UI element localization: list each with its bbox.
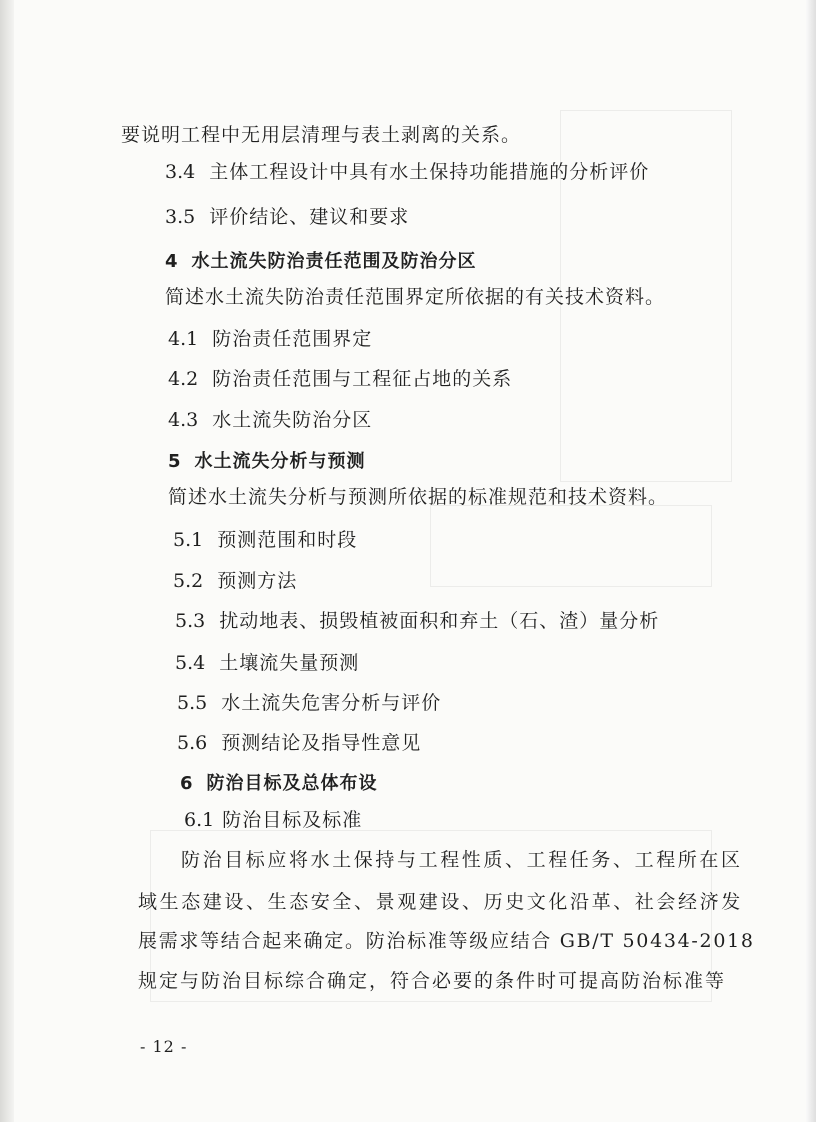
section-number: 5.1	[173, 529, 204, 551]
section-number: 4.3	[168, 409, 199, 431]
section-heading	[165, 250, 477, 274]
subsection-heading	[168, 408, 372, 432]
section-number: 5.2	[173, 570, 204, 592]
paragraph-text: 要说明工程中无用层清理与表土剥离的关系。	[121, 124, 522, 146]
section-number: 5.4	[175, 652, 206, 674]
subsection-heading	[177, 691, 441, 715]
subsection-heading	[165, 160, 649, 184]
text-line	[121, 123, 521, 147]
paragraph-text: 简述水土流失防治责任范围界定所依据的有关技术资料。	[165, 286, 666, 308]
scan-edge-left	[0, 0, 14, 1122]
section-title: 防治责任范围与工程征占地的关系	[212, 368, 513, 390]
section-number: 3.4	[165, 161, 196, 183]
paragraph-text: 防治目标应将水土保持与工程性质、工程任务、工程所在区	[181, 849, 743, 871]
subsection-heading	[184, 808, 362, 832]
subsection-heading	[173, 528, 357, 552]
section-title: 水土流失分析与预测	[194, 451, 366, 472]
section-heading	[180, 772, 378, 796]
section-number: 6.1	[184, 809, 215, 831]
text-line	[181, 848, 743, 872]
subsection-heading	[177, 731, 421, 755]
section-title: 预测结论及指导性意见	[221, 732, 422, 754]
section-title: 预测范围和时段	[217, 529, 358, 551]
text-line	[165, 285, 665, 309]
section-heading	[168, 450, 366, 474]
section-title: 土壤流失量预测	[219, 652, 360, 674]
page-number: - 12 -	[140, 1037, 188, 1056]
section-title: 防治责任范围界定	[212, 328, 373, 350]
section-title: 防治目标及总体布设	[206, 773, 378, 794]
section-title: 水土流失防治责任范围及防治分区	[191, 251, 477, 272]
text-line	[168, 485, 668, 509]
section-title: 水土流失危害分析与评价	[221, 692, 442, 714]
bleed-through-table	[430, 505, 712, 587]
paragraph-text: 展需求等结合起来确定。防治标准等级应结合 GB/T 50434-2018	[138, 930, 755, 952]
subsection-heading	[168, 327, 372, 351]
section-title: 扰动地表、损毁植被面积和弃土（石、渣）量分析	[219, 610, 660, 632]
section-number: 5.6	[177, 732, 208, 754]
paragraph-text: 域生态建设、生态安全、景观建设、历史文化沿革、社会经济发	[138, 891, 743, 913]
paragraph-text: 简述水土流失分析与预测所依据的标准规范和技术资料。	[168, 486, 669, 508]
section-title: 主体工程设计中具有水土保持功能措施的分析评价	[209, 161, 650, 183]
section-number: 6	[180, 773, 193, 794]
section-number: 4.1	[168, 328, 199, 350]
subsection-heading	[175, 609, 659, 633]
scan-edge-right	[806, 0, 816, 1122]
subsection-heading	[173, 569, 297, 593]
paragraph-text: 规定与防治目标综合确定，符合必要的条件时可提高防治标准等	[138, 970, 727, 992]
subsection-heading	[168, 367, 512, 391]
text-line	[138, 929, 755, 953]
section-number: 5.5	[177, 692, 208, 714]
section-title: 防治目标及标准	[222, 809, 363, 831]
section-number: 4.2	[168, 368, 199, 390]
subsection-heading	[165, 205, 409, 229]
text-line	[138, 890, 743, 914]
section-number: 3.5	[165, 206, 196, 228]
section-title: 水土流失防治分区	[212, 409, 373, 431]
section-title: 预测方法	[217, 570, 298, 592]
subsection-heading	[175, 651, 359, 675]
text-line	[138, 969, 726, 993]
section-number: 4	[165, 251, 178, 272]
section-number: 5	[168, 451, 181, 472]
section-number: 5.3	[175, 610, 206, 632]
section-title: 评价结论、建议和要求	[209, 206, 410, 228]
